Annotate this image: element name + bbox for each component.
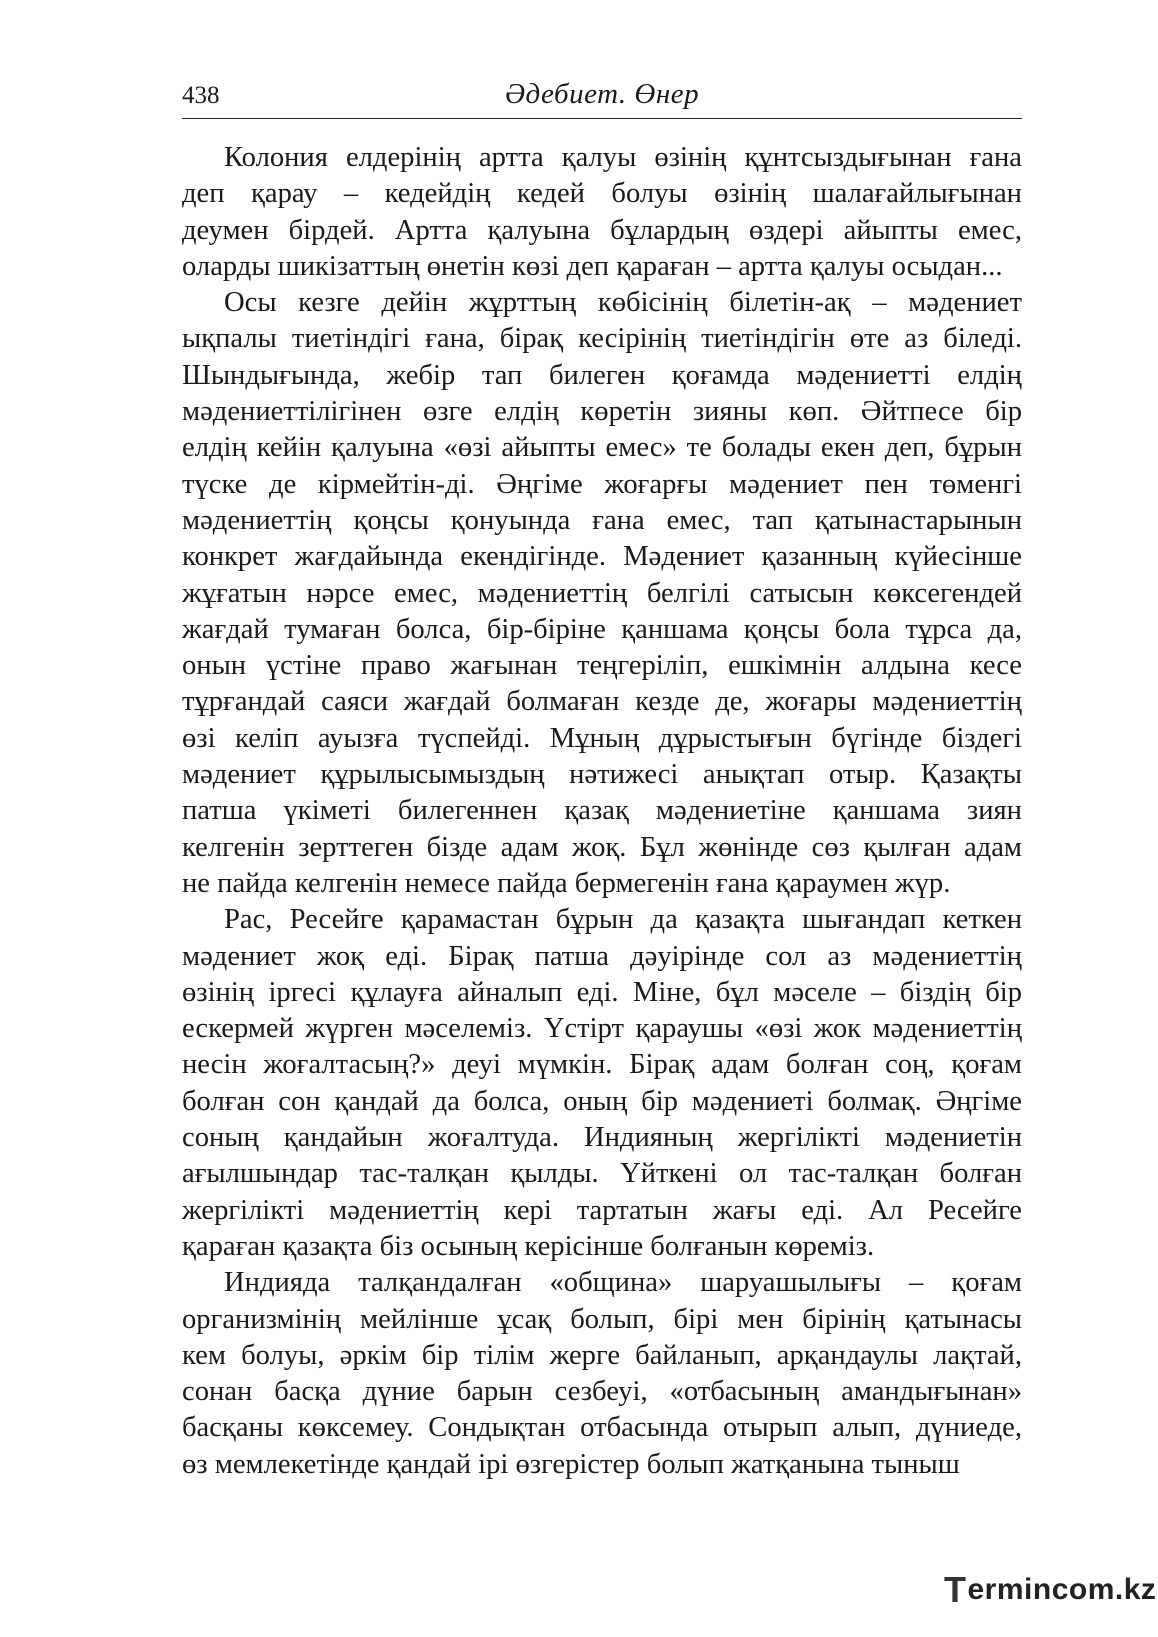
watermark-suffix: .kz (1114, 1573, 1157, 1606)
text-line: жағдай тумаған болса, бір-біріне қаншама қоңсы бола тұрса да, (182, 613, 1022, 645)
paragraph (182, 140, 1022, 285)
paragraph (182, 1265, 1022, 1483)
text-line: Шындығында, жебір тап билеген қоғамда мәдениетті елдің (182, 359, 1022, 391)
text-line: конкрет жағдайында екендігінде. Мәдениет қазанның күйесінше (182, 541, 1022, 573)
text-line: ықпалы тиетіндігі ғана, бірақ кесірінің тиетіндігін өте аз біледі. (182, 323, 1022, 355)
paragraph (182, 902, 1022, 1265)
text-line: патша үкіметі билегеннен қазақ мәдениетіне қаншама зиян (182, 795, 1022, 827)
text-line: мәдениет жоқ еді. Бірақ патша дәуірінде сол аз мәдениеттің (182, 940, 1022, 972)
text-line: соның қандайын жоғалтуда. Индияның жергілікті мәдениетін (182, 1122, 1022, 1154)
text-line: кем болуы, әркім бір тілім жерге байланып, арқандаулы лақтай, (182, 1339, 1022, 1371)
paragraph (182, 285, 1022, 902)
text-line: организмінің мейлінше ұсақ болып, бірі мен бірінің қатынасы (182, 1303, 1022, 1335)
running-title: Әдебиет. Өнер (504, 78, 700, 110)
watermark-text: ermincom (967, 1573, 1115, 1606)
text-line: өз мемлекетінде қандай ірі өзгерістер болып жатқанына тыныш (182, 1448, 960, 1480)
body-text (182, 140, 1022, 1483)
text-line: өзі келіп ауызға түспейді. Мұның дұрыстығын бүгінде біздегі (182, 722, 1022, 754)
text-line: мәдениеттілігінен өзге елдің көретін зияны көп. Әйтпесе бір (182, 396, 1022, 428)
text-line: ескермей жүрген мәселеміз. Үстірт қараушы «өзі жок мәдениеттің (182, 1013, 1022, 1045)
page-header (182, 78, 1022, 119)
text-line: Колония елдерінің артта қалуы өзінің құнтсыздығынан ғана (224, 142, 1022, 173)
text-line: өзінің іргесі құлауға айналып еді. Міне, бұл мәселе – біздің бір (182, 976, 1022, 1008)
text-line: сонан басқа дүние барын сезбеуі, «отбасының амандығынан» (182, 1376, 1022, 1408)
text-line: деумен бірдей. Артта қалуына бұлардың өздері айыпты емес, (182, 214, 1022, 246)
text-line: не пайда келгенін немесе пайда бермегенін ғана қараумен жүр. (182, 867, 951, 899)
text-line: қараған қазақта біз осының керісінше болғанын көреміз. (182, 1230, 875, 1262)
text-line: оларды шикізаттың өнетін көзі деп қараған – артта қалуы осыдан... (182, 250, 1003, 282)
text-line: ағылшындар тас-талқан қылды. Үйткені ол тас-талқан болған (182, 1158, 1022, 1190)
watermark-initial: T (944, 1569, 967, 1610)
text-line: мәдениет құрылысымыздың нәтижесі анықтап отыр. Қазақты (182, 759, 1022, 791)
text-line: жұғатын нәрсе емес, мәдениеттің белгілі сатысын көксегендей (182, 577, 1022, 609)
text-line: болған сон қандай да болса, оның бір мәдениеті болмақ. Әңгіме (182, 1085, 1022, 1117)
text-line: Рас, Ресейге қарамастан бұрын да қазақта шығандап кеткен (224, 904, 1022, 936)
page-number: 438 (182, 82, 220, 109)
text-line: онын үстіне право жағынан теңгеріліп, ешкімнін алдына кесе (182, 650, 1022, 682)
text-line: деп қарау – кедейдің кедей болуы өзінің шалағайлығынан (182, 178, 1022, 210)
text-line: Осы кезге дейін жұрттың көбісінің білетін-ақ – мәдениет (224, 287, 1022, 319)
text-line: келгенін зерттеген бізде адам жоқ. Бұл жөнінде сөз қылған адам (182, 831, 1022, 863)
text-line: басқаны көксемеу. Сондықтан отбасында отырып алып, дүниеде, (182, 1412, 1022, 1444)
text-line: Индияда талқандалған «община» шаруашылығы – қоғам (224, 1267, 1022, 1299)
text-line: несін жоғалтасың?» деуі мүмкін. Бірақ адам болған соң, қоғам (182, 1049, 1022, 1081)
text-line: мәдениеттің қоңсы қонуында ғана емес, тап қатынастарынын (182, 504, 1022, 536)
text-line: түске де кірмейтін-ді. Әңгіме жоғарғы мәдениет пен төменгі (182, 468, 1022, 500)
text-line: елдің кейін қалуына «өзі айыпты емес» те болады екен деп, бұрын (182, 432, 1022, 464)
text-line: жергілікті мәдениеттің кері тартатын жағы еді. Ал Ресейге (182, 1194, 1022, 1226)
site-watermark-logo (944, 1570, 1156, 1610)
text-line: тұрғандай саяси жағдай болмаған кезде де, жоғары мәдениеттің (182, 686, 1022, 718)
